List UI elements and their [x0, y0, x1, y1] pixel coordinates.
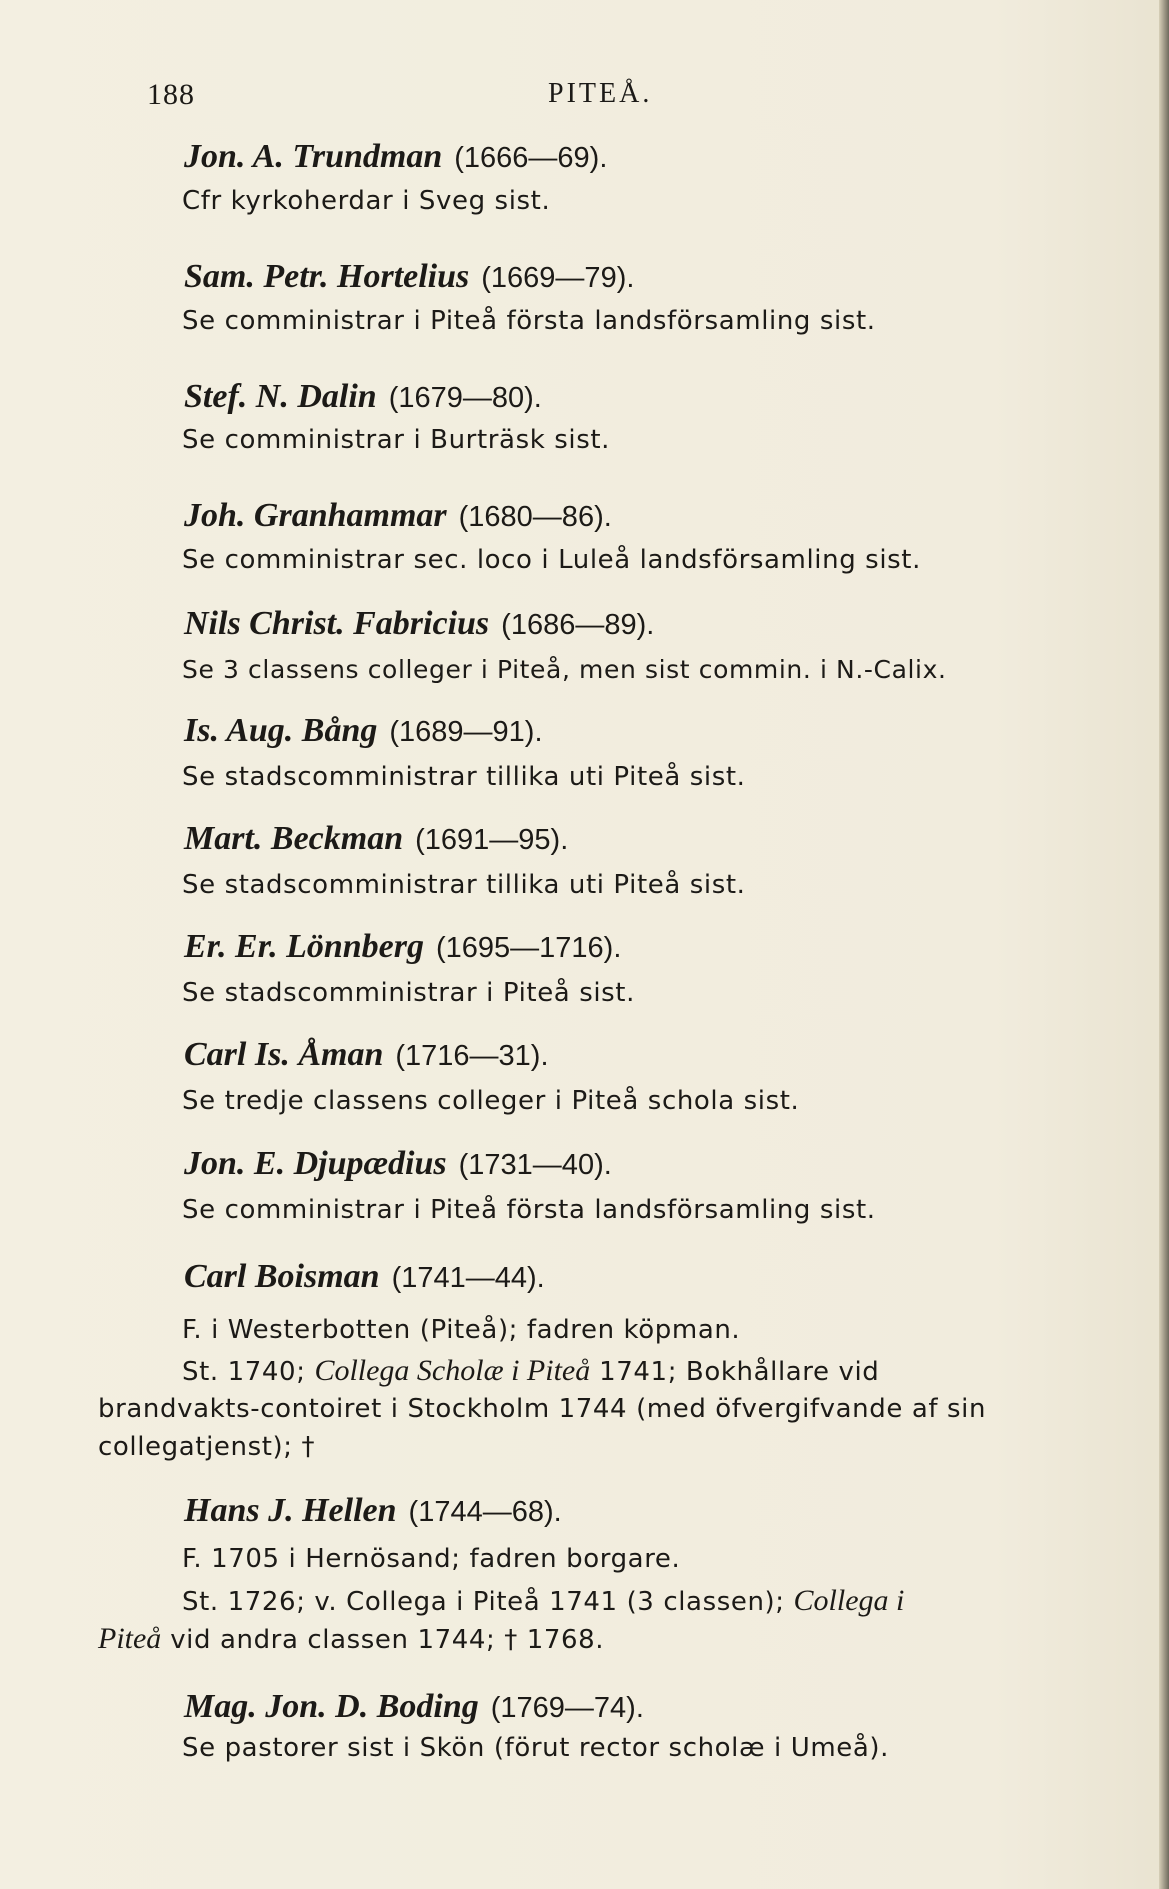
tenure-years: (1689—91). — [389, 716, 543, 748]
tenure-years: (1744—68). — [408, 1496, 562, 1528]
person-name: Er. Er. Lönnberg — [184, 928, 424, 965]
entry-note-line: brandvakts-contoiret i Stockholm 1744 (med öfvergifvande af sin — [98, 1394, 987, 1424]
entry-note: F. 1705 i Hernösand; fadren borgare. — [182, 1544, 681, 1574]
entry-heading — [184, 497, 612, 535]
entry-note: Se comministrar i Piteå första landsförsamling sist. — [182, 306, 876, 336]
person-name: Carl Boisman — [184, 1258, 380, 1295]
entry-note: Se stadscomministrar i Piteå sist. — [182, 978, 635, 1008]
entry-note: Se comministrar sec. loco i Luleå landsförsamling sist. — [182, 545, 921, 575]
entry-heading — [184, 1688, 644, 1726]
tenure-years: (1679—80). — [388, 382, 542, 414]
page-number: 188 — [147, 78, 195, 111]
person-name: Joh. Granhammar — [184, 497, 447, 534]
entry-note: Se 3 classens colleger i Piteå, men sist commin. i N.-Calix. — [182, 655, 947, 684]
tenure-years: (1716—31). — [395, 1040, 549, 1072]
tenure-years: (1686—89). — [501, 609, 655, 641]
person-name: Mart. Beckman — [184, 820, 404, 857]
tenure-years: (1695—1716). — [435, 932, 622, 964]
position-title: Collega Scholæ i Piteå — [314, 1354, 591, 1387]
entry-heading — [184, 1492, 562, 1530]
running-head: PITEÅ. — [548, 78, 653, 109]
entry-heading — [184, 605, 654, 643]
entry-heading — [184, 1145, 612, 1183]
person-name: Is. Aug. Bång — [184, 712, 378, 749]
entry-heading — [184, 378, 542, 416]
person-name: Carl Is. Åman — [184, 1036, 384, 1073]
entry-note: Se pastorer sist i Skön (förut rector scholæ i Umeå). — [182, 1733, 889, 1763]
entry-heading — [184, 712, 543, 750]
entry-note: Se tredje classens colleger i Piteå schola sist. — [182, 1086, 800, 1116]
page-header — [0, 78, 1169, 118]
entry-heading — [184, 820, 568, 858]
person-name: Mag. Jon. D. Boding — [184, 1688, 479, 1725]
person-name: Hans J. Hellen — [184, 1492, 397, 1529]
career-continued: vid andra classen 1744; † 1768. — [170, 1625, 605, 1655]
person-name: Stef. N. Dalin — [184, 378, 377, 415]
tenure-years: (1769—74). — [490, 1692, 644, 1724]
person-name: Jon. A. Trundman — [184, 138, 443, 175]
entry-note-line — [182, 1584, 904, 1618]
entry-note-line — [98, 1622, 604, 1656]
entry-note-line — [182, 1354, 879, 1388]
position-title: Collega i — [793, 1584, 905, 1617]
entry-note: Se comministrar i Piteå första landsförsamling sist. — [182, 1195, 876, 1225]
entry-note: Cfr kyrkoherdar i Sveg sist. — [182, 186, 551, 216]
tenure-years: (1666—69). — [454, 142, 608, 174]
entry-heading — [184, 138, 607, 176]
entry-heading — [184, 1258, 545, 1296]
tenure-years: (1731—40). — [458, 1149, 612, 1181]
entry-note-line: collegatjenst); † — [98, 1432, 316, 1462]
career-start: St. 1726; v. Collega i Piteå 1741 (3 classen); — [182, 1587, 785, 1617]
entry-note: Se stadscomministrar tillika uti Piteå sist. — [182, 762, 746, 792]
tenure-years: (1669—79). — [481, 262, 635, 294]
career-start: St. 1740; — [182, 1357, 306, 1387]
entry-heading — [184, 258, 634, 296]
entry-note: F. i Westerbotten (Piteå); fadren köpman. — [182, 1315, 741, 1345]
entry-heading — [184, 928, 621, 966]
career-continued: 1741; Bokhållare vid — [599, 1357, 880, 1387]
tenure-years: (1691—95). — [415, 824, 569, 856]
tenure-years: (1680—86). — [458, 501, 612, 533]
person-name: Nils Christ. Fabricius — [184, 605, 490, 642]
entry-note: Se stadscomministrar tillika uti Piteå sist. — [182, 870, 746, 900]
page-edge — [1159, 0, 1169, 1889]
place-name: Piteå — [98, 1622, 162, 1655]
entry-heading — [184, 1036, 549, 1074]
person-name: Jon. E. Djupædius — [184, 1145, 447, 1182]
person-name: Sam. Petr. Hortelius — [184, 258, 470, 295]
tenure-years: (1741—44). — [391, 1262, 545, 1294]
entry-note: Se comministrar i Burträsk sist. — [182, 425, 611, 455]
